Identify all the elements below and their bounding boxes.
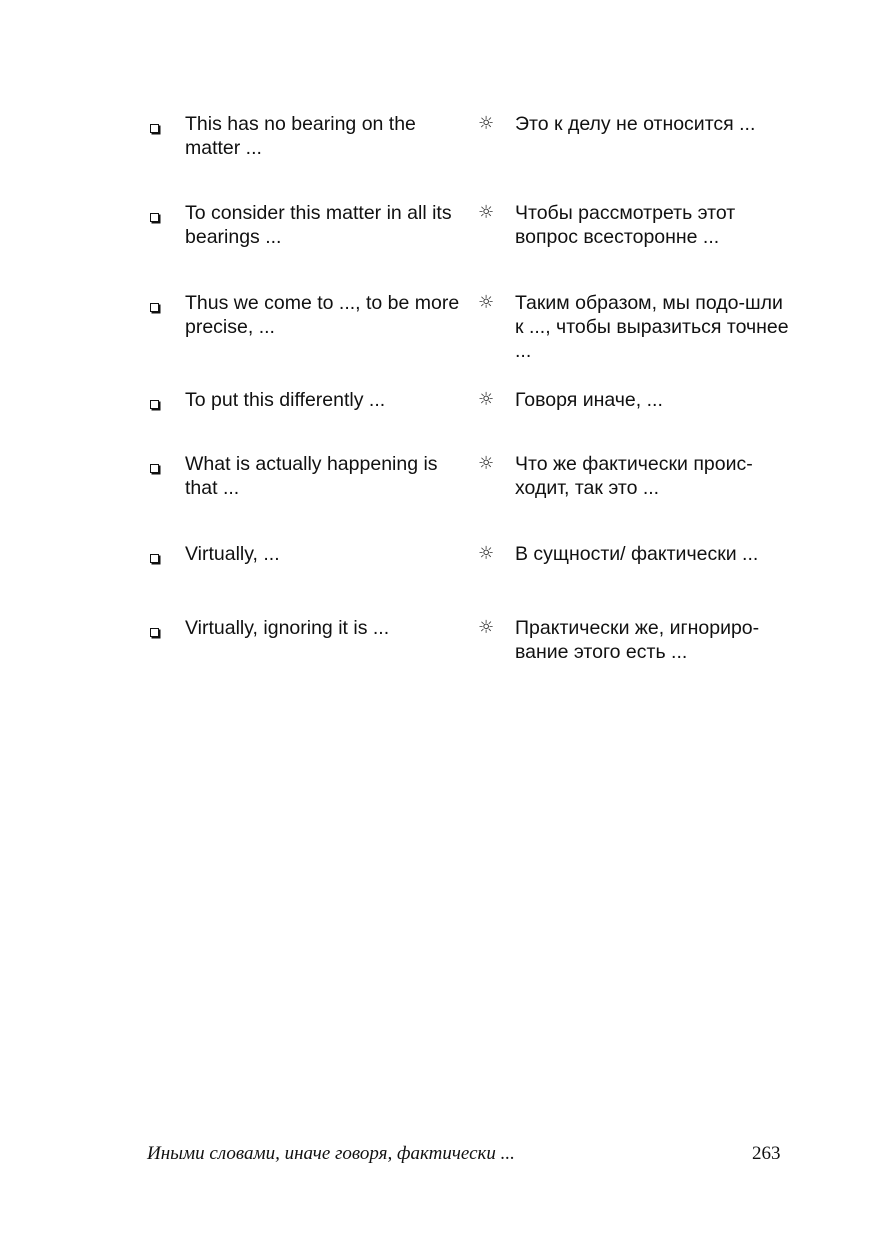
sun-icon: ☼: [478, 543, 495, 564]
sun-icon: ☼: [478, 389, 495, 410]
russian-phrase: Практически же, игнориро-вание этого есть ...: [515, 617, 760, 663]
russian-phrase: Что же фактически проис-ходит, так это ...: [515, 453, 753, 499]
checkbox-square-icon: [150, 213, 159, 222]
english-phrase: This has no bearing on the matter ...: [185, 113, 416, 159]
english-phrase: To consider this matter in all its bearings ...: [185, 202, 452, 248]
english-phrase: To put this differently ...: [185, 389, 386, 411]
russian-phrase: В сущности/ фактически ...: [515, 543, 759, 565]
page-number: 263: [752, 1143, 781, 1164]
russian-phrase: Чтобы рассмотреть этот вопрос всесторонне ...: [515, 202, 736, 248]
checkbox-square-icon: [150, 628, 159, 637]
sun-icon: ☼: [478, 202, 495, 223]
sun-icon: ☼: [478, 292, 495, 313]
russian-phrase: Говоря иначе, ...: [515, 389, 663, 411]
checkbox-square-icon: [150, 400, 159, 409]
checkbox-square-icon: [150, 303, 159, 312]
checkbox-square-icon: [150, 124, 159, 133]
russian-phrase: Таким образом, мы подо-шли к ..., чтобы выразиться точнее ...: [515, 292, 789, 362]
russian-phrase: Это к делу не относится ...: [515, 113, 756, 135]
running-footer-title: Иными словами, иначе говоря, фактически ...: [147, 1143, 515, 1164]
english-phrase: What is actually happening is that ...: [185, 453, 438, 499]
checkbox-square-icon: [150, 464, 159, 473]
english-phrase: Virtually, ...: [185, 543, 280, 565]
sun-icon: ☼: [478, 453, 495, 474]
english-phrase: Virtually, ignoring it is ...: [185, 617, 390, 639]
sun-icon: ☼: [478, 617, 495, 638]
english-phrase: Thus we come to ..., to be more precise, ...: [185, 292, 460, 338]
checkbox-square-icon: [150, 554, 159, 563]
sun-icon: ☼: [478, 113, 495, 134]
